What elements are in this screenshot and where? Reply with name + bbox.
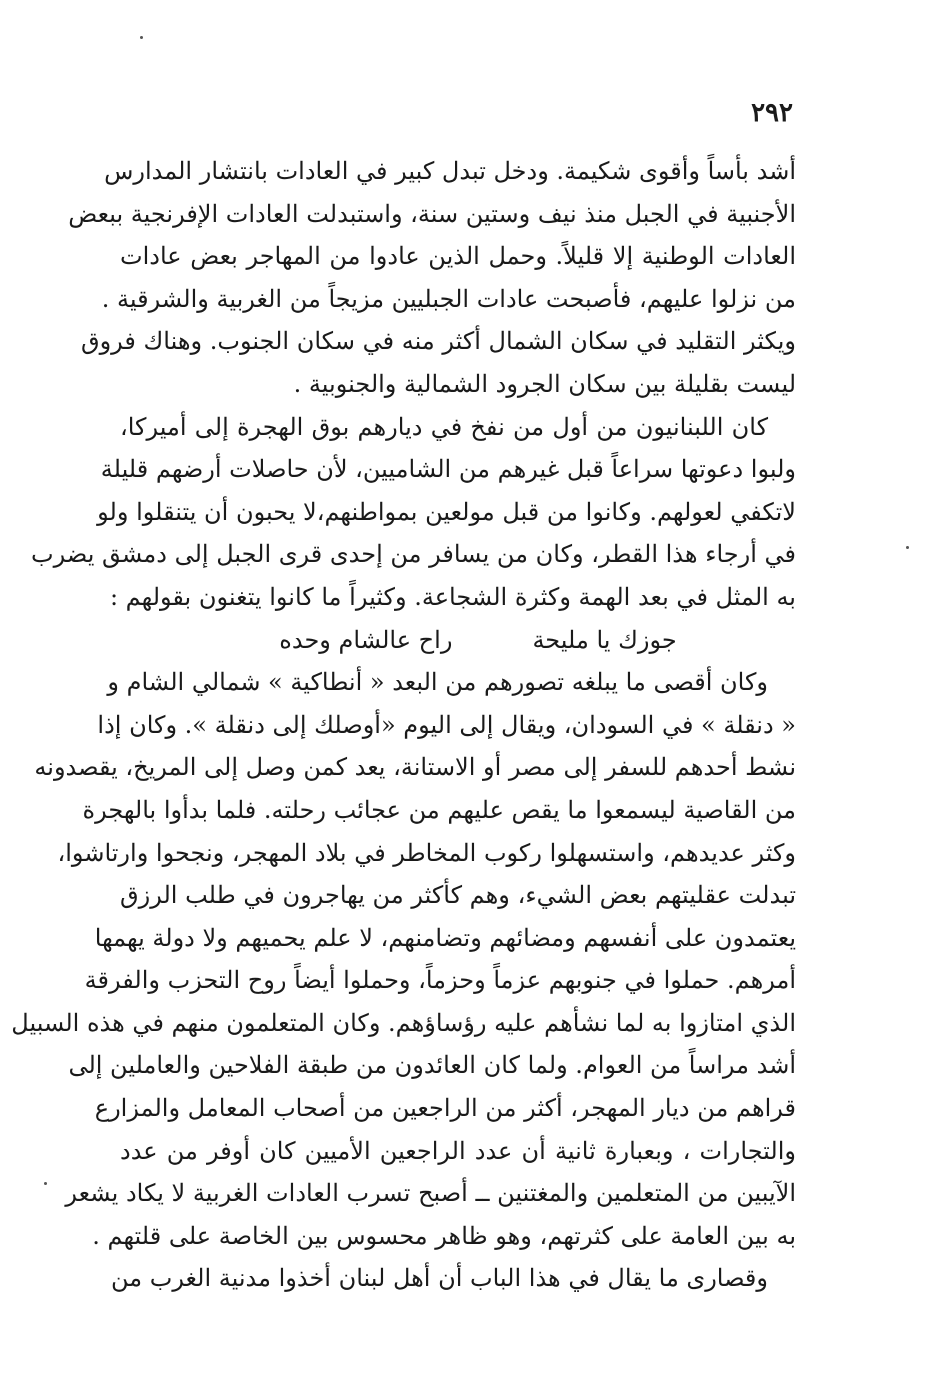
body-text (11, 150, 797, 1300)
text-line: به المثل في بعد الهمة وكثرة الشجاعة. وكثيراً ما كانوا يتغنون بقولهم : (109, 582, 796, 611)
text-line: والتجارات ، وبعبارة ثانية أن عدد الراجعين الأميين كان أوفر من عدد (120, 1136, 796, 1165)
text-line: وكثر عديدهم، واستسهلوا ركوب المخاطر في بلاد المهجر، ونجحوا وارتاشوا، (57, 838, 796, 867)
text-line: من القاصية ليسمعوا ما يقص عليهم من عجائب رحلته. فلما بدأوا بالهجرة (82, 795, 796, 824)
scan-speck (906, 546, 909, 549)
text-line: أمرهم. حملوا في جنوبهم عزماً وحزماً، وحملوا أيضاً روح التحزب والفرقة (84, 966, 796, 995)
scan-speck (44, 1182, 47, 1185)
text-line: به بين العامة على كثرتهم، وهو ظاهر محسوس بين الخاصة على قلتهم . (92, 1221, 796, 1250)
text-line: لاتكفي لعولهم. وكانوا من قبل مولعين بمواطنهم،لا يحبون أن يتنقلوا ولو (97, 497, 796, 526)
page-number: ٢٩٢ (751, 98, 793, 128)
verse-hemistich-first: جوزك يا مليحة (532, 625, 677, 654)
text-line: من نزلوا عليهم، فأصبحت عادات الجبليين مزيجاً من الغربية والشرقية . (101, 284, 796, 313)
text-line: أشد مراساً من العوام. ولما كان العائدون من طبقة الفلاحين والعاملين إلى (68, 1051, 796, 1080)
text-line: تبدلت عقليتهم بعض الشيء، وهم كأكثر من يهاجرون في طلب الرزق (120, 881, 797, 910)
verse-line (120, 619, 796, 662)
text-line: وقصارى ما يقال في هذا الباب أن أهل لبنان أخذوا مدنية الغرب من (110, 1264, 768, 1293)
text-line: ليست بقليلة بين سكان الجرود الشمالية والجنوبية . (293, 369, 796, 398)
text-line: الأجنبية في الجبل منذ نيف وستين سنة، واستبدلت العادات الإفرنجية ببعض (68, 199, 796, 228)
text-line: وكان أقصى ما يبلغه تصورهم من البعد « أنطاكية » شمالي الشام و (107, 668, 768, 697)
text-line: يعتمدون على أنفسهم ومضائهم وتضامنهم، لا علم يحميهم ولا دولة يهمها (94, 923, 796, 952)
text-line: الآيبين من المتعلمين والمغتنين ــ أصبح تسرب العادات الغربية لا يكاد يشعر (65, 1179, 796, 1208)
text-line: نشط أحدهم للسفر إلى مصر أو الاستانة، يعد كمن وصل إلى المريخ، يقصدونه (34, 753, 796, 782)
text-line: العادات الوطنية إلا قليلاً. وحمل الذين عادوا من المهاجر بعض عادات (120, 242, 796, 271)
text-line: ويكثر التقليد في سكان الشمال أكثر منه في سكان الجنوب. وهناك فروق (80, 327, 796, 356)
scan-speck (140, 36, 143, 39)
text-line: « دنقلة » في السودان، ويقال إلى اليوم «أوصلك إلى دنقلة ». وكان إذا (97, 710, 796, 739)
text-line: الذي امتازوا به لما نشأهم عليه رؤساؤهم. وكان المتعلمون منهم في هذه السبيل (11, 1008, 796, 1037)
text-line: ولبوا دعوتها سراعاً قبل غيرهم من الشاميين، لأن حاصلات أرضهم قليلة (100, 455, 796, 484)
text-line: أشد بأساً وأقوى شكيمة. ودخل تبدل كبير في العادات بانتشار المدارس (104, 157, 796, 185)
text-line: في أرجاء هذا القطر، وكان من يسافر من إحدى قرى الجبل إلى دمشق يضرب (31, 540, 796, 569)
verse-hemistich-second: راح عالشام وحده (279, 625, 453, 654)
text-line: كان اللبنانيون من أول من نفخ في ديارهم بوق الهجرة إلى أميركا، (120, 412, 768, 441)
text-line: قراهم من ديار المهجر، أكثر من الراجعين من أصحاب المعامل والمزارع (94, 1094, 796, 1123)
